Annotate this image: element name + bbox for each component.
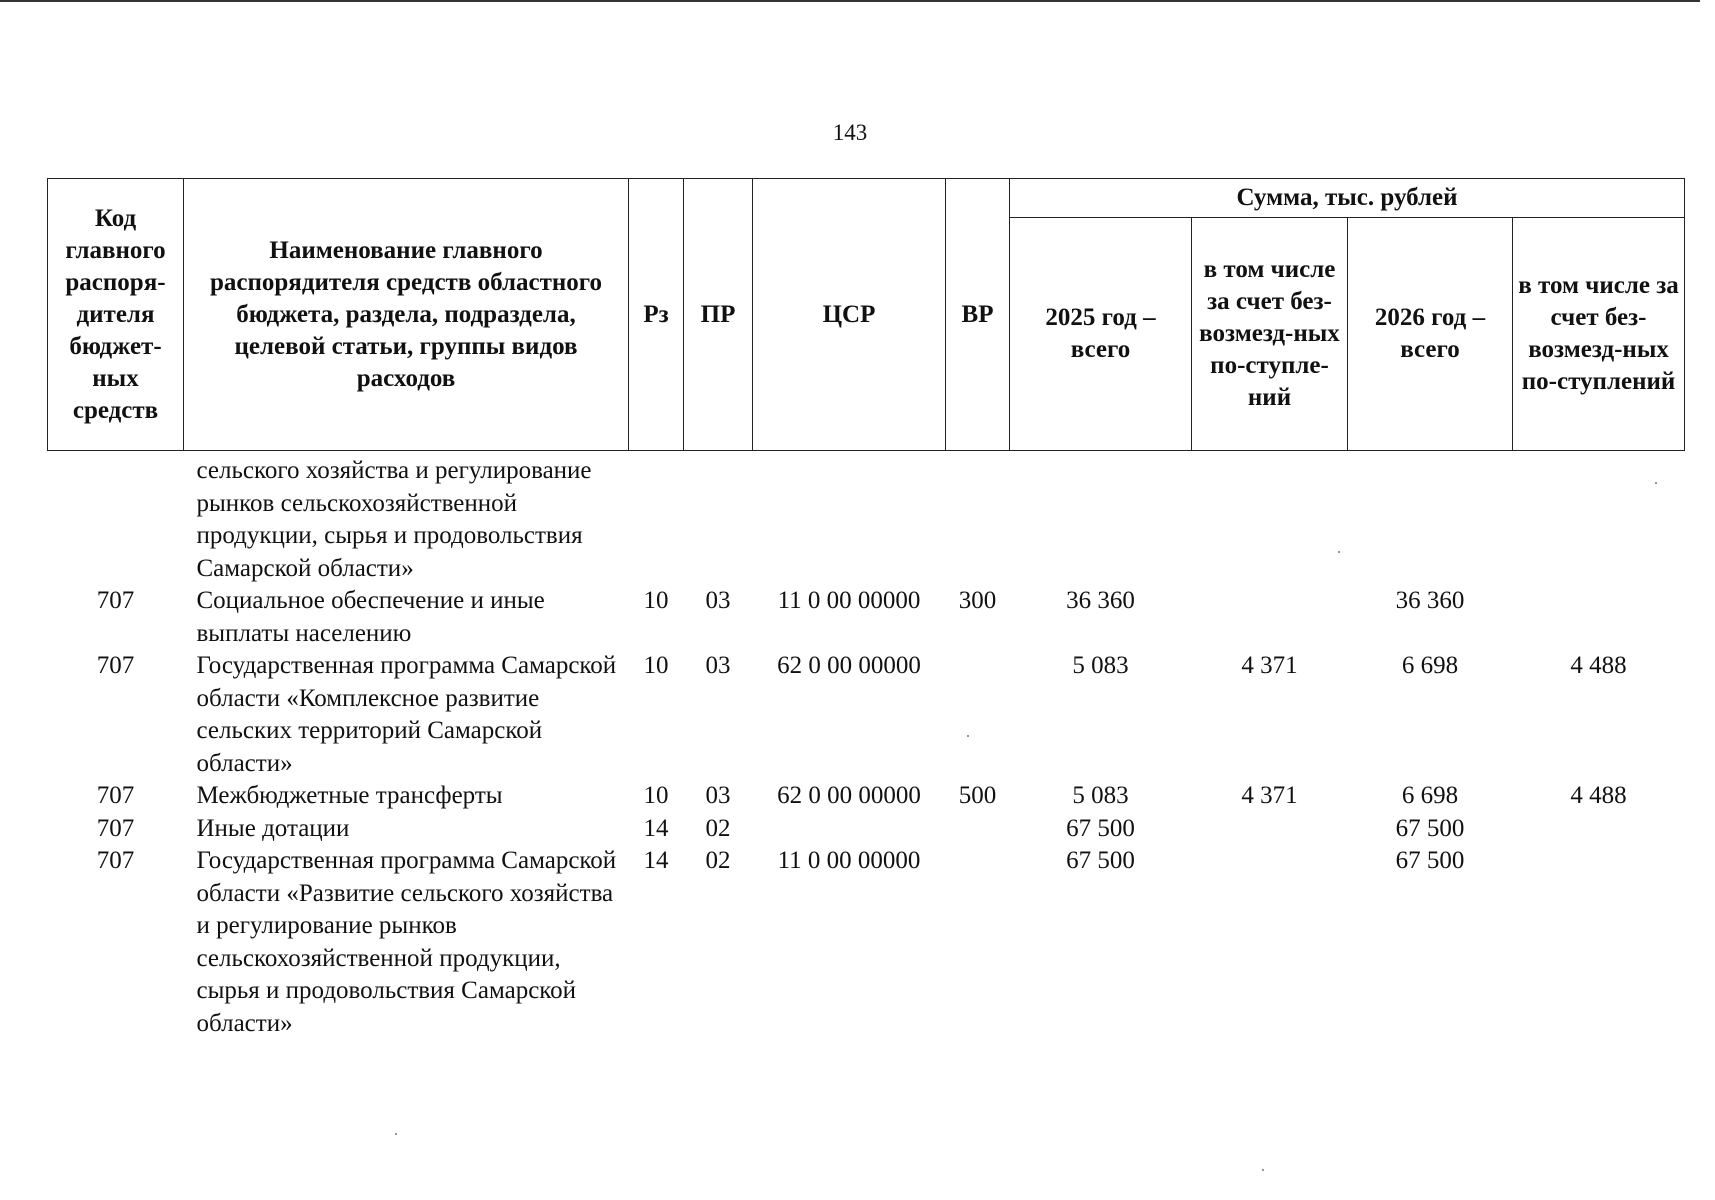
table-row [48, 650, 1685, 780]
cell-pr: 03 [705, 652, 731, 679]
cell-name: Государственная программа Самарской области «Развитие сельского хозяйства и регулирование рынков сельскохозяйственной продукции, сырья и продовольствия Самарской области» [196, 847, 617, 1037]
scan-speck [1262, 1169, 1264, 1171]
cell-2026-free [1513, 451, 1685, 586]
cell-pr: 02 [705, 814, 731, 842]
header-pr: ПР [684, 179, 753, 451]
cell-2026-total: 36 360 [1395, 587, 1465, 614]
cell-vr: 300 [958, 587, 997, 614]
header-2026-total: 2026 год – всего [1348, 218, 1513, 451]
scan-speck [967, 735, 969, 737]
cell-2025-total: 5 083 [1072, 652, 1129, 679]
scan-speck [395, 1133, 397, 1135]
cell-2025-free [1192, 451, 1348, 586]
cell-csr: 62 0 00 00000 [777, 652, 921, 679]
cell-csr: 11 0 00 00000 [777, 847, 921, 874]
header-name: Наименование главного распорядителя средств областного бюджета, раздела, подраздела, целевой статьи, группы видов расходов [184, 179, 629, 451]
cell-2026-free: 4 488 [1570, 652, 1627, 679]
cell-rz: 14 [643, 847, 669, 874]
header-2025-total: 2025 год – всего [1010, 218, 1192, 451]
header-rz: Рз [629, 179, 684, 451]
table-row [48, 780, 1685, 813]
cell-vr [946, 650, 1010, 780]
cell-2026-free [1513, 813, 1685, 846]
cell-2025-total: 67 500 [1066, 814, 1135, 842]
cell-name: Социальное обеспечение и иные выплаты населению [196, 587, 545, 647]
cell-2025-free [1192, 813, 1348, 846]
header-csr: ЦСР [753, 179, 946, 451]
cell-2025-free: 4 371 [1241, 782, 1298, 809]
cell-2026-total: 67 500 [1395, 814, 1465, 842]
cell-code: 707 [96, 587, 135, 614]
cell-2025-total: 5 083 [1072, 782, 1129, 809]
cell-csr: 11 0 00 00000 [777, 587, 921, 614]
cell-2025-free: 4 371 [1241, 652, 1298, 679]
header-2025-free: в том числе за счет без-возмезд-ных по-ступле-ний [1192, 218, 1348, 451]
header-code: Код главного распоря-дителя бюджет-ных средств [48, 179, 184, 451]
table-row [48, 451, 1685, 586]
cell-2026-total: 6 698 [1401, 652, 1459, 679]
cell-2026-total: 67 500 [1395, 847, 1465, 874]
cell-2025-total [1010, 451, 1192, 586]
cell-vr [946, 845, 1010, 1040]
budget-table [47, 178, 1685, 1040]
cell-code: 707 [96, 847, 135, 874]
cell-pr: 03 [705, 782, 731, 809]
cell-2026-free [1513, 585, 1685, 650]
cell-2025-total: 67 500 [1066, 847, 1135, 874]
cell-csr: 62 0 00 00000 [777, 782, 921, 809]
cell-code [48, 451, 184, 586]
page-number: 143 [832, 120, 868, 145]
table-header [48, 179, 1685, 451]
scan-speck [1338, 551, 1340, 553]
cell-rz: 14 [643, 814, 669, 842]
cell-name: Межбюджетные трансферты [196, 782, 503, 809]
cell-name: Иные дотации [196, 814, 350, 842]
cell-2026-total: 6 698 [1401, 782, 1459, 809]
cell-name: сельского хозяйства и регулирование рынков сельскохозяйственной продукции, сырья и продовольствия Самарской области» [196, 457, 592, 582]
header-2026-free: в том числе за счет без-возмезд-ных по-ступлений [1513, 218, 1685, 451]
cell-name: Государственная программа Самарской области «Комплексное развитие сельских территорий Самарской области» [196, 652, 617, 777]
table-row [48, 845, 1685, 1040]
cell-rz: 10 [643, 587, 669, 614]
cell-code: 707 [96, 652, 135, 679]
cell-vr [946, 813, 1010, 846]
cell-pr: 03 [705, 587, 731, 614]
cell-2025-free [1192, 585, 1348, 650]
cell-code: 707 [96, 814, 135, 842]
cell-2026-free [1513, 845, 1685, 1040]
cell-pr [684, 451, 753, 586]
header-sum-group: Сумма, тыс. рублей [1010, 179, 1685, 218]
cell-2025-free [1192, 845, 1348, 1040]
cell-rz [629, 451, 684, 586]
cell-csr [753, 451, 946, 586]
table-body [48, 451, 1685, 1041]
cell-rz: 10 [643, 782, 669, 809]
cell-code: 707 [96, 782, 135, 809]
table-row [48, 585, 1685, 650]
table-row [48, 813, 1685, 846]
cell-2026-free: 4 488 [1570, 782, 1627, 809]
cell-2026-total [1348, 451, 1513, 586]
cell-rz: 10 [643, 652, 669, 679]
cell-vr [946, 451, 1010, 586]
cell-2025-total: 36 360 [1066, 587, 1135, 614]
cell-csr [753, 813, 946, 846]
scan-speck [1655, 482, 1657, 484]
cell-vr: 500 [958, 782, 997, 809]
cell-pr: 02 [705, 847, 731, 874]
scan-top-border [0, 0, 1700, 2]
header-vr: ВР [946, 179, 1010, 451]
